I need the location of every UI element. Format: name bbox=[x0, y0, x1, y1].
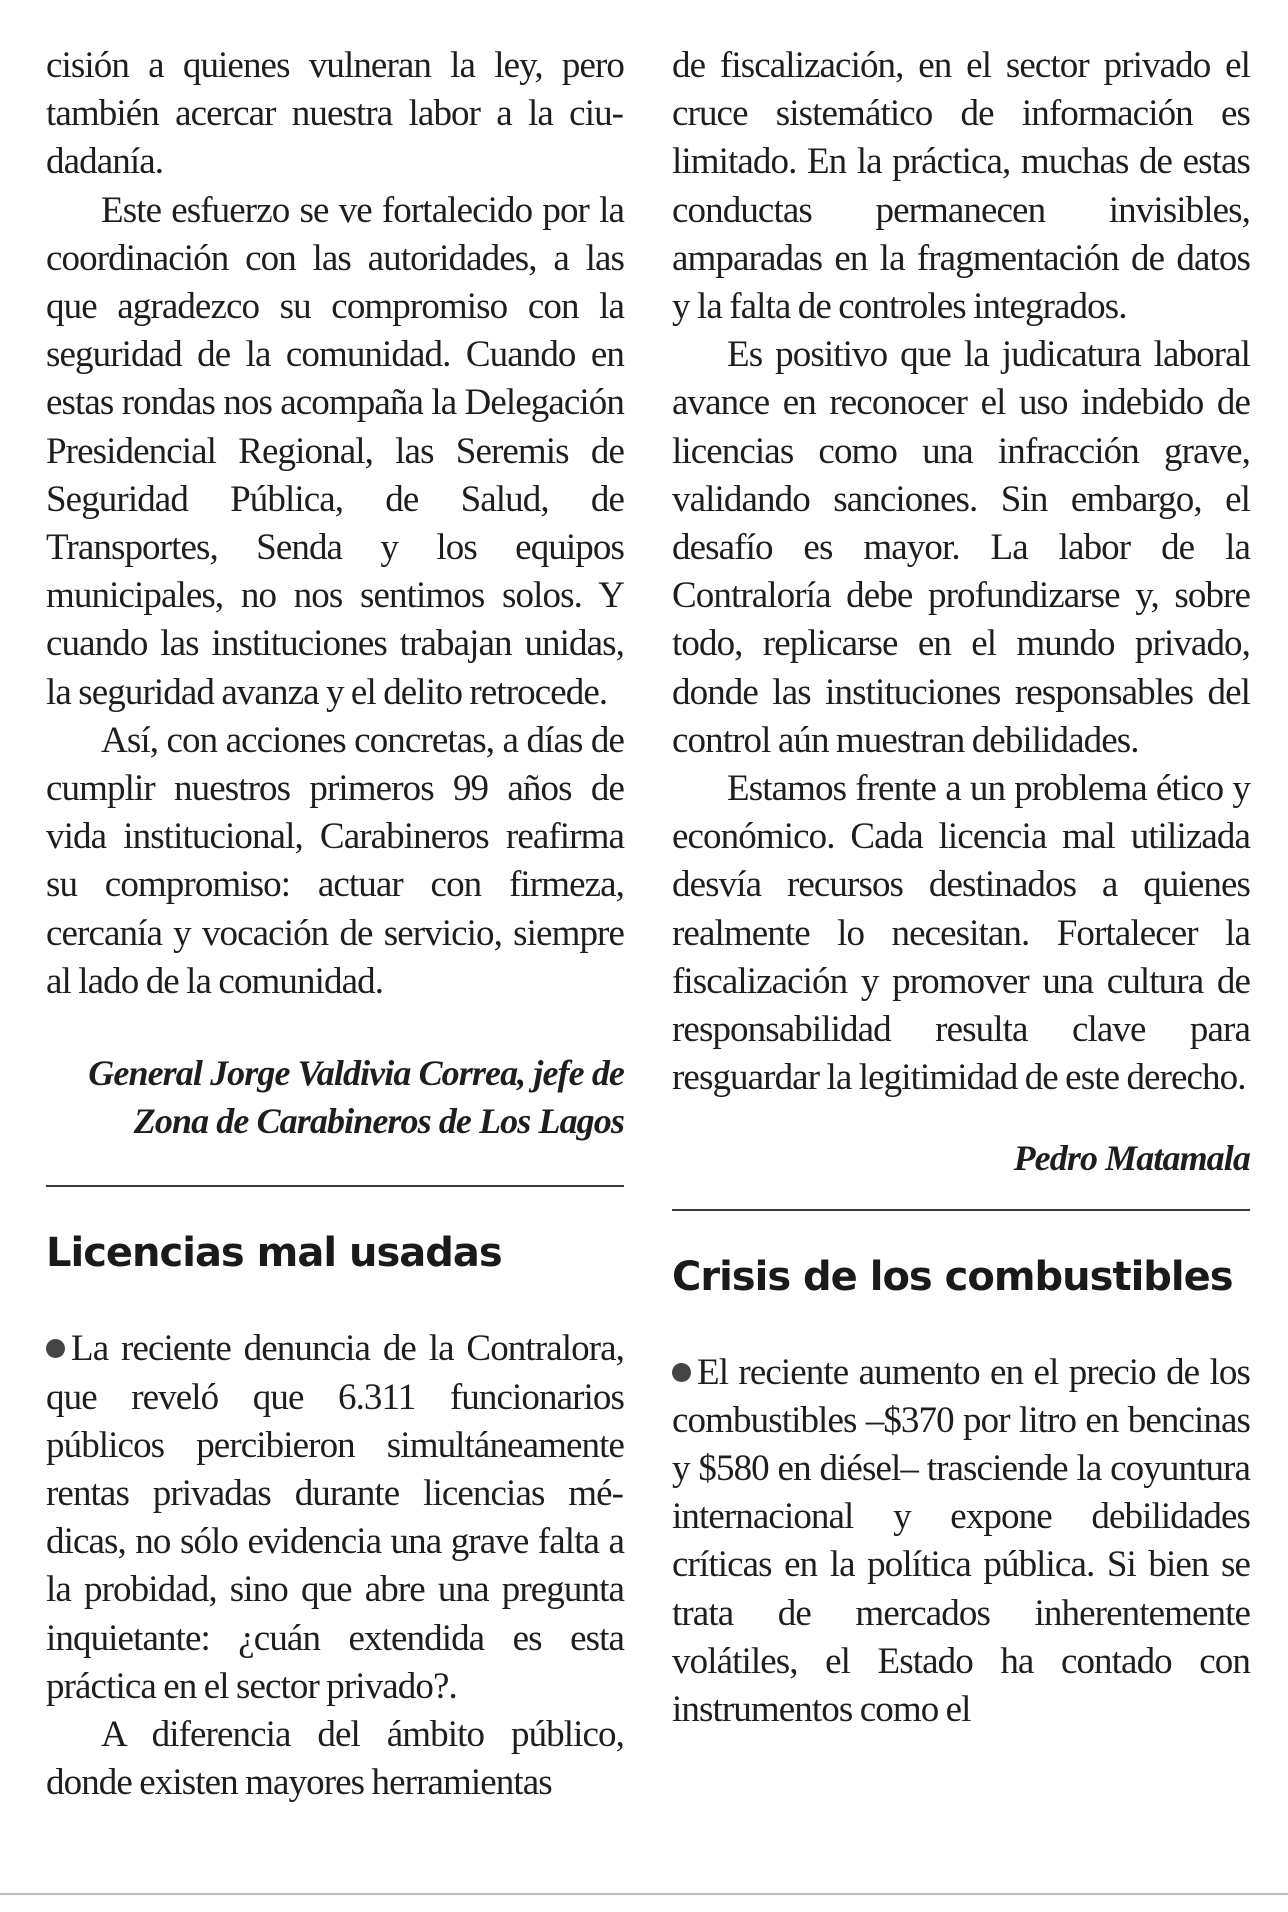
paragraph: Así, con acciones concretas, a días de cumplir nuestros primeros 99 años de vida institucional, Carabineros reafirma su compromiso: actuar con firmeza, cercanía y vocación de servicio, siempre al lado de la comunidad. bbox=[46, 719, 624, 1002]
bullet-icon bbox=[46, 1339, 65, 1358]
paragraph bbox=[46, 1325, 624, 1711]
paragraph: Este esfuerzo se ve fortalecido por la coordinación con las autoridades, a las que agradezco su compromiso con la seguridad de la comunidad. Cuando en estas rondas nos acompaña la Delegación Presidencial Regional, las Seremis de Seguridad Pública, de Salud, de Transportes, Senda y los equipos municipales, no nos sentimos solos. Y cuando las instituciones trabajan unidas, la seguridad avanza y el delito retrocede. bbox=[46, 189, 624, 713]
paragraph: A diferencia del ámbito público, donde existen mayores herramientas bbox=[46, 1714, 624, 1804]
author-signature: Pedro Matamala bbox=[1013, 1138, 1250, 1179]
page-bottom-border bbox=[0, 1893, 1288, 1895]
paragraph: Es positivo que la judicatura laboral avance en reconocer el uso indebido de licencias como una infracción grave, validando sanciones. Sin embargo, el desafío es mayor. La labor de la Contraloría debe profundizarse y, sobre todo, replicarse en el mundo privado, donde las instituciones responsables del control aún muestran debilidades. bbox=[672, 334, 1250, 761]
paragraph-text: El reciente aumento en el precio de los combustibles –$370 por litro en bencinas y $580 en diésel– trasciende la coyuntura internacional y expone debilidades críticas en la política pública. Si bien se trata de mercados inherentemente volátiles, el Estado ha contado con instrumentos como el bbox=[672, 1351, 1250, 1731]
paragraph: Estamos frente a un problema ético y económico. Cada licencia mal utilizada desvía recursos destinados a quienes realmente lo necesitan. Fortalecer la fiscalización y promover una cultura de responsabilidad resulta clave para resguardar la legitimidad de este derecho. bbox=[672, 768, 1250, 1099]
headline: Crisis de los combustibles bbox=[672, 1253, 1233, 1300]
paragraph bbox=[672, 1349, 1250, 1735]
headline: Licencias mal usadas bbox=[46, 1230, 502, 1277]
paragraph: de fiscalización, en el sector privado el cruce sistemático de información es limitado. En la práctica, muchas de estas conductas permanecen invisibles, amparadas en la fragmentación de datos y la falta de controles integrados. bbox=[672, 45, 1250, 328]
bullet-icon bbox=[672, 1363, 691, 1382]
left-column bbox=[46, 42, 624, 1808]
author-signature: General Jorge Valdivia Correa, jefe de Zona de Carabineros de Los Lagos bbox=[88, 1053, 624, 1142]
paragraph-text: La reciente denuncia de la Contralora, que reveló que 6.311 funcionarios públicos percibieron simultáneamente rentas privadas durante licencias médicas, no sólo evidencia una grave falta a la probidad, sino que abre una pregunta inquietante: ¿cuán extendida es esta práctica en el sector privado?. bbox=[46, 1328, 624, 1707]
right-column bbox=[672, 42, 1250, 1734]
paragraph: cisión a quienes vulneran la ley, pero también acercar nuestra labor a la ciudadanía. bbox=[46, 45, 624, 183]
